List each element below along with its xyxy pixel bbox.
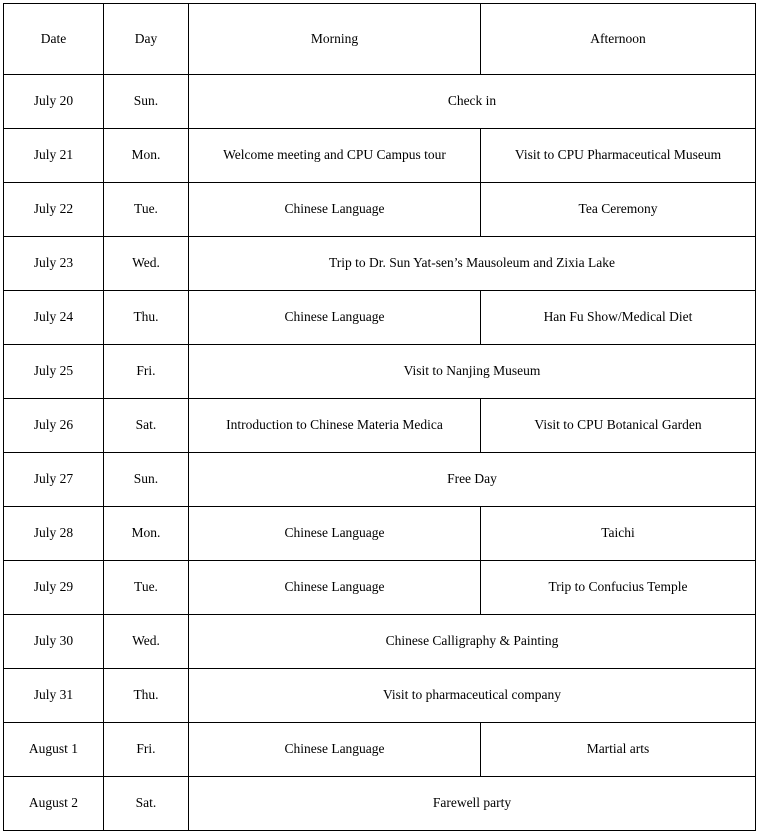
table-row bbox=[4, 345, 756, 399]
table-body bbox=[4, 75, 756, 831]
cell-day: Sat. bbox=[104, 777, 189, 831]
cell-day: Mon. bbox=[104, 507, 189, 561]
cell-morning: Welcome meeting and CPU Campus tour bbox=[189, 129, 481, 183]
cell-date: July 20 bbox=[4, 75, 104, 129]
schedule-table bbox=[3, 3, 756, 831]
table-row bbox=[4, 75, 756, 129]
table-row bbox=[4, 723, 756, 777]
header-row bbox=[4, 4, 756, 75]
cell-day: Thu. bbox=[104, 669, 189, 723]
column-header-date: Date bbox=[4, 4, 104, 75]
cell-afternoon: Han Fu Show/Medical Diet bbox=[481, 291, 756, 345]
cell-date: July 21 bbox=[4, 129, 104, 183]
table-row bbox=[4, 561, 756, 615]
cell-date: July 31 bbox=[4, 669, 104, 723]
cell-activity-allday: Check in bbox=[189, 75, 756, 129]
cell-morning: Chinese Language bbox=[189, 183, 481, 237]
table-row bbox=[4, 183, 756, 237]
cell-date: July 22 bbox=[4, 183, 104, 237]
cell-morning: Chinese Language bbox=[189, 561, 481, 615]
table-row bbox=[4, 399, 756, 453]
cell-afternoon: Trip to Confucius Temple bbox=[481, 561, 756, 615]
cell-day: Sun. bbox=[104, 453, 189, 507]
cell-activity-allday: Visit to pharmaceutical company bbox=[189, 669, 756, 723]
cell-date: July 25 bbox=[4, 345, 104, 399]
cell-day: Tue. bbox=[104, 561, 189, 615]
table-header bbox=[4, 4, 756, 75]
cell-date: July 26 bbox=[4, 399, 104, 453]
cell-activity-allday: Visit to Nanjing Museum bbox=[189, 345, 756, 399]
cell-afternoon: Taichi bbox=[481, 507, 756, 561]
cell-morning: Chinese Language bbox=[189, 291, 481, 345]
cell-date: July 30 bbox=[4, 615, 104, 669]
cell-activity-allday: Farewell party bbox=[189, 777, 756, 831]
cell-day: Mon. bbox=[104, 129, 189, 183]
column-header-morning: Morning bbox=[189, 4, 481, 75]
cell-day: Wed. bbox=[104, 615, 189, 669]
cell-day: Fri. bbox=[104, 345, 189, 399]
cell-date: July 23 bbox=[4, 237, 104, 291]
table-row bbox=[4, 129, 756, 183]
cell-day: Thu. bbox=[104, 291, 189, 345]
cell-day: Sun. bbox=[104, 75, 189, 129]
cell-afternoon: Visit to CPU Pharmaceutical Museum bbox=[481, 129, 756, 183]
column-header-afternoon: Afternoon bbox=[481, 4, 756, 75]
table-row bbox=[4, 237, 756, 291]
cell-day: Tue. bbox=[104, 183, 189, 237]
cell-afternoon: Visit to CPU Botanical Garden bbox=[481, 399, 756, 453]
column-header-day: Day bbox=[104, 4, 189, 75]
table-row bbox=[4, 669, 756, 723]
cell-date: August 2 bbox=[4, 777, 104, 831]
cell-activity-allday: Chinese Calligraphy & Painting bbox=[189, 615, 756, 669]
cell-day: Fri. bbox=[104, 723, 189, 777]
table-row bbox=[4, 453, 756, 507]
table-row bbox=[4, 615, 756, 669]
cell-afternoon: Martial arts bbox=[481, 723, 756, 777]
table-row bbox=[4, 507, 756, 561]
cell-activity-allday: Trip to Dr. Sun Yat-sen’s Mausoleum and Zixia Lake bbox=[189, 237, 756, 291]
table-row bbox=[4, 777, 756, 831]
cell-morning: Chinese Language bbox=[189, 723, 481, 777]
cell-day: Wed. bbox=[104, 237, 189, 291]
cell-morning: Introduction to Chinese Materia Medica bbox=[189, 399, 481, 453]
cell-date: July 29 bbox=[4, 561, 104, 615]
cell-date: July 28 bbox=[4, 507, 104, 561]
cell-morning: Chinese Language bbox=[189, 507, 481, 561]
table-row bbox=[4, 291, 756, 345]
cell-activity-allday: Free Day bbox=[189, 453, 756, 507]
cell-day: Sat. bbox=[104, 399, 189, 453]
cell-date: August 1 bbox=[4, 723, 104, 777]
cell-date: July 24 bbox=[4, 291, 104, 345]
cell-afternoon: Tea Ceremony bbox=[481, 183, 756, 237]
cell-date: July 27 bbox=[4, 453, 104, 507]
